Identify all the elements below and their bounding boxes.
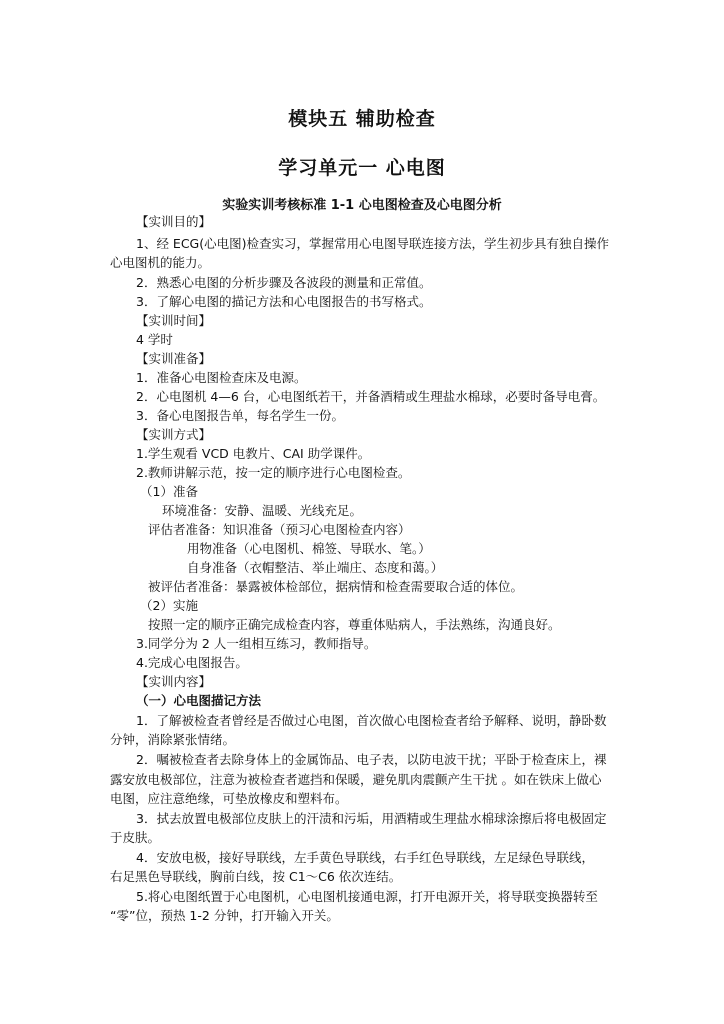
paragraph-line: 5.将心电图纸置于心电图机，心电图机接通电源，打开电源开关，将导联变换器转至: [136, 889, 598, 904]
paragraph-line: （2）实施: [140, 598, 198, 613]
paragraph-line: 2．心电图机 4—6 台，心电图纸若干，并备酒精或生理盐水棉球，必要时备导电膏。: [136, 389, 606, 404]
paragraph-line: （1）准备: [140, 484, 198, 499]
section-heading-time: 【实训时间】: [136, 313, 212, 328]
section-heading-prep: 【实训准备】: [136, 351, 212, 366]
paragraph-line: 环境准备：安静、温暖、光线充足。: [162, 503, 363, 518]
paragraph-line: 用物准备（心电图机、棉签、导联水、笔。）: [187, 541, 431, 556]
standard-title: 实验实训考核标准 1-1 心电图检查及心电图分析: [222, 198, 502, 213]
section-heading-method: 【实训方式】: [136, 427, 212, 442]
paragraph-line: 1.学生观看 VCD 电教片、CAI 助学课件。: [136, 446, 371, 461]
paragraph-line: 心电图机的能力。: [110, 255, 211, 270]
paragraph-line: 4 学时: [136, 332, 173, 347]
paragraph-line: 分钟，消除紧张情绪。: [110, 732, 236, 747]
paragraph-line: 1、经 ECG(心电图)检查实习，掌握常用心电图导联连接方法，学生初步具有独自操作: [136, 236, 609, 251]
paragraph-line: 被评估者准备：暴露被体检部位，据病情和检查需要取合适的体位。: [148, 579, 524, 594]
paragraph-line: 露安放电极部位，注意为被检查者遮挡和保暖，避免肌肉震颤产生干扰 。如在铁床上做心: [110, 772, 602, 787]
module-title: 模块五 辅助检查: [288, 108, 436, 130]
paragraph-line: 电图，应注意绝缘，可垫放橡皮和塑料布。: [110, 791, 348, 806]
paragraph-line: 评估者准备：知识准备（预习心电图检查内容）: [148, 522, 411, 537]
paragraph-line: 3.同学分为 2 人一组相互练习，教师指导。: [136, 636, 377, 651]
section-heading-purpose: 【实训目的】: [136, 214, 212, 229]
unit-title: 学习单元一 心电图: [278, 157, 446, 179]
paragraph-line: 自身准备（衣帽整洁、举止端庄、态度和蔼。）: [187, 560, 444, 575]
paragraph-line: 4.完成心电图报告。: [136, 655, 248, 670]
paragraph-line: 2．嘱被检查者去除身体上的金属饰品、电子表，以防电波干扰；平卧于检查床上，裸: [136, 752, 607, 767]
paragraph-line: 2．熟悉心电图的分析步骤及各波段的测量和正常值。: [136, 275, 432, 290]
paragraph-line: 3．备心电图报告单，每名学生一份。: [136, 408, 344, 423]
paragraph-line: 2.教师讲解示范，按一定的顺序进行心电图检查。: [136, 465, 411, 480]
paragraph-line: 按照一定的顺序正确完成检查内容，尊重体贴病人，手法熟练，沟通良好。: [148, 617, 561, 632]
paragraph-line: 3．了解心电图的描记方法和心电图报告的书写格式。: [136, 294, 432, 309]
paragraph-line: 4．安放电极，接好导联线，左手黄色导联线，右手红色导联线，左足绿色导联线，: [136, 850, 594, 865]
paragraph-line: 1．准备心电图检查床及电源。: [136, 370, 307, 385]
paragraph-line: 1．了解被检查者曾经是否做过心电图，首次做心电图检查者给予解释、说明，静卧数: [136, 713, 607, 728]
paragraph-line: 右足黑色导联线，胸前白线，按 C1～C6 依次连结。: [110, 869, 402, 884]
paragraph-line: “零”位，预热 1-2 分钟，打开输入开关。: [110, 908, 339, 923]
paragraph-line: 于皮肤。: [110, 830, 161, 845]
subsection-heading: （一）心电图描记方法: [136, 693, 262, 708]
paragraph-line: 3．拭去放置电极部位皮肤上的汗渍和污垢，用酒精或生理盐水棉球涂擦后将电极固定: [136, 811, 607, 826]
section-heading-content: 【实训内容】: [136, 674, 212, 689]
